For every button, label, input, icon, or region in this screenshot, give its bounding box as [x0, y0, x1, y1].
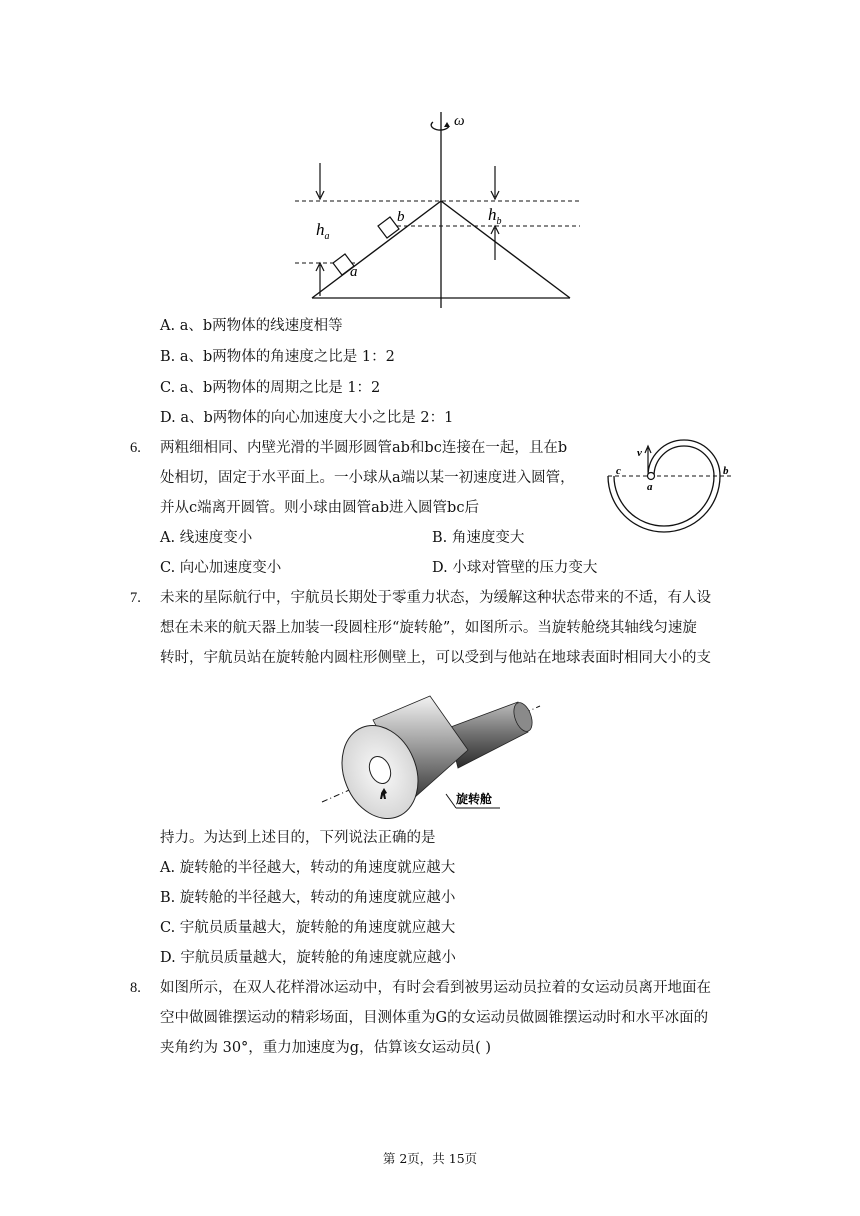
q5-option-a: A. a、b两物体的线速度相等: [160, 318, 343, 334]
q6-option-b: B. 角速度变大: [432, 530, 525, 546]
q7-option-c: C. 宇航员质量越大，旋转舱的角速度就应越大: [160, 920, 456, 936]
hb-label: $h_b$: [488, 205, 502, 227]
q6-number: 6.: [130, 440, 141, 456]
q7-text-line4: 持力。为达到上述目的，下列说法正确的是: [160, 830, 436, 846]
q7-option-d: D. 宇航员质量越大，旋转舱的角速度就应越小: [160, 950, 456, 966]
block-a-label: a: [350, 264, 358, 280]
q6-text-line1: 两粗细相同、内壁光滑的半圆形圆管ab和bc连接在一起，且在b: [160, 440, 568, 456]
rotating-cabin-figure: [318, 690, 548, 825]
tube-figure: [600, 432, 740, 544]
q8-text-line3: 夹角约为 30°，重力加速度为g，估算该女运动员( ): [160, 1040, 492, 1056]
page-footer: 第 2页，共 15页: [382, 1151, 478, 1166]
q6-text-line3: 并从c端离开圆管。则小球由圆管ab进入圆管bc后: [160, 500, 479, 516]
c-label: c: [616, 465, 621, 477]
q7-option-a: A. 旋转舱的半径越大，转动的角速度就应越大: [160, 860, 456, 876]
q6-text-line2: 处相切，固定于水平面上。一小球从a端以某一初速度进入圆管，: [160, 470, 575, 486]
omega-label: ω: [454, 113, 465, 129]
q5-option-c: C. a、b两物体的周期之比是 1：2: [160, 380, 381, 396]
q7-text-line1: 未来的星际航行中，宇航员长期处于零重力状态，为缓解这种状态带来的不适，有人设: [160, 590, 711, 606]
q5-option-d: D. a、b两物体的向心加速度大小之比是 2：1: [160, 410, 454, 426]
q7-text-line2: 想在未来的航天器上加装一段圆柱形“旋转舱”，如图所示。当旋转舱绕其轴线匀速旋: [160, 620, 697, 636]
q5-option-b: B. a、b两物体的角速度之比是 1：2: [160, 349, 395, 365]
b-label: b: [723, 465, 729, 477]
q6-option-d: D. 小球对管壁的压力变大: [432, 560, 598, 576]
q7-text-line3: 转时，宇航员站在旋转舱内圆柱形侧壁上，可以受到与他站在地球表面时相同大小的支: [160, 650, 711, 666]
q6-option-a: A. 线速度变小: [160, 530, 253, 546]
q8-number: 8.: [130, 980, 141, 996]
block-b-label: b: [397, 209, 405, 225]
ha-label: $h_a$: [316, 220, 330, 242]
a-label: a: [647, 481, 653, 493]
v-label: v: [637, 447, 642, 459]
q6-option-c: C. 向心加速度变小: [160, 560, 282, 576]
q7-option-b: B. 旋转舱的半径越大，转动的角速度就应越小: [160, 890, 456, 906]
cone-figure: [290, 108, 590, 308]
q8-text-line2: 空中做圆锥摆运动的精彩场面，目测体重为G的女运动员做圆锥摆运动时和水平冰面的: [160, 1010, 709, 1026]
cabin-label: 旋转舱: [456, 792, 493, 806]
q8-text-line1: 如图所示，在双人花样滑冰运动中，有时会看到被男运动员拉着的女运动员离开地面在: [160, 980, 711, 996]
q7-number: 7.: [130, 590, 141, 606]
